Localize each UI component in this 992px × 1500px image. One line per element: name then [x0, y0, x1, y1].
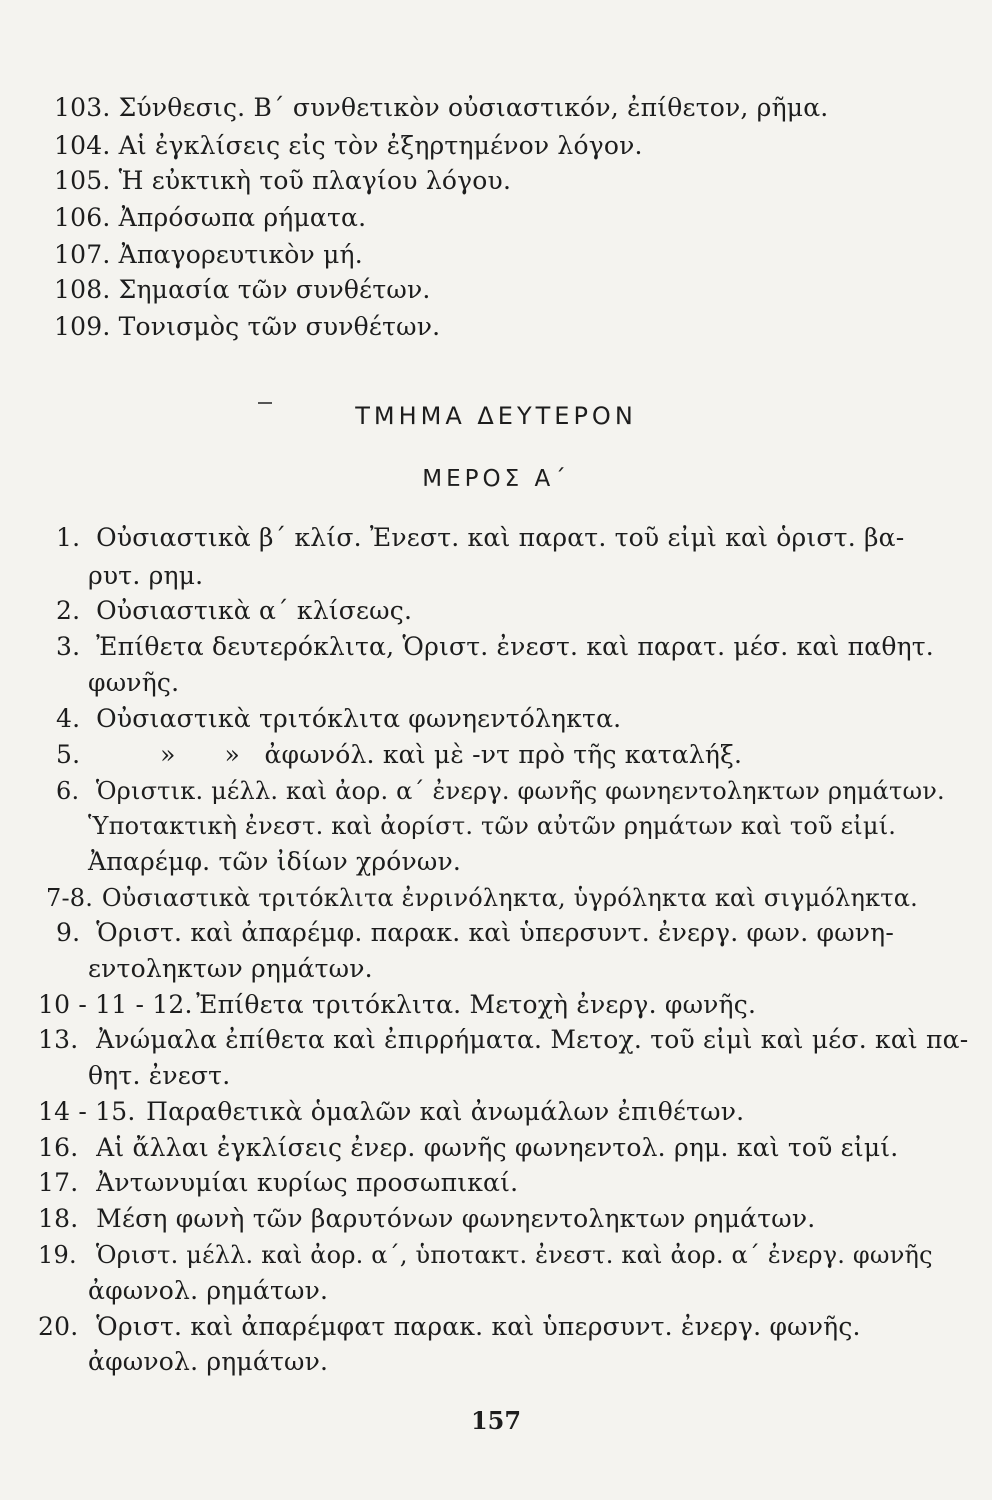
toc-item-108 [54, 275, 431, 305]
item-text: Ἀντωνυμίαι κυρίως προσωπικαί. [96, 1168, 519, 1197]
toc-item-105 [54, 166, 511, 196]
list-item [56, 632, 934, 662]
item-number: 16. [38, 1133, 79, 1162]
item-text: ἀφωνολ. ρημάτων. [88, 1276, 329, 1305]
list-item-continuation [88, 847, 461, 877]
list-item [56, 523, 904, 553]
item-text: Μέση φωνὴ τῶν βαρυτόνων φωνηεντοληκτων ρημάτων. [96, 1204, 816, 1233]
item-text: Σημασία τῶν συνθέτων. [118, 275, 431, 304]
item-text: Ὁριστικ. μέλλ. καὶ ἀορ. α΄ ἐνεργ. φωνῆς φωνηεντοληκτων ρημάτων. [95, 777, 945, 805]
item-number: 107. [54, 240, 111, 269]
list-item [56, 740, 742, 770]
item-text: Ἀπαγορευτικὸν μή. [118, 240, 363, 269]
part-title: ΜΕΡΟΣ Α΄ [422, 466, 570, 492]
list-item [38, 1097, 744, 1127]
list-item [38, 1168, 518, 1198]
item-text: Ἀνώμαλα ἐπίθετα καὶ ἐπιρρήματα. Μετοχ. τοῦ εἰμὶ καὶ μέσ. καὶ πα- [96, 1025, 969, 1054]
toc-item-109 [54, 312, 440, 342]
list-item [56, 918, 894, 948]
item-text: Ἀπρόσωπα ρήματα. [118, 203, 367, 232]
list-item-continuation [88, 954, 373, 984]
section-title: ΤΜΗΜΑ ΔΕΥΤΕΡΟΝ [355, 402, 637, 430]
item-text: Ἡ εὐκτικὴ τοῦ πλαγίου λόγου. [118, 166, 512, 195]
list-item [56, 776, 945, 806]
item-number: 7-8. [46, 884, 94, 912]
item-text: ρυτ. ρημ. [88, 561, 204, 590]
list-item-continuation [88, 1347, 328, 1377]
item-text: φωνῆς. [88, 668, 180, 697]
item-text: Ὁριστ. καὶ ἀπαρέμφ. παρακ. καὶ ὑπερσυντ. ἐνεργ. φων. φωνη- [96, 918, 894, 947]
item-number: 17. [38, 1168, 79, 1197]
item-text: Ὁριστ. καὶ ἀπαρέμφατ παρακ. καὶ ὑπερσυντ. ἐνεργ. φωνῆς. [96, 1312, 861, 1341]
item-number: 109. [54, 312, 111, 341]
item-number: 20. [38, 1312, 79, 1341]
list-item [38, 990, 756, 1020]
item-text: Οὐσιαστικὰ τριτόκλιτα ἐνρινόληκτα, ὑγρόληκτα καὶ σιγμόληκτα. [101, 884, 918, 912]
item-text: Ἐπίθετα τριτόκλιτα. Μετοχὴ ἐνεργ. φωνῆς. [196, 990, 757, 1019]
item-number: 10 - 11 - 12. [38, 990, 193, 1019]
item-text: Οὐσιαστικὰ β΄ κλίσ. Ἐνεστ. καὶ παρατ. τοῦ εἰμὶ καὶ ὁριστ. βα- [96, 523, 905, 552]
list-item [38, 1240, 933, 1270]
item-text: Οὐσιαστικὰ α΄ κλίσεως. [96, 596, 413, 625]
item-number: 1. [56, 523, 81, 552]
item-text: Αἱ ἐγκλίσεις εἰς τὸν ἐξηρτημένον λόγον. [118, 131, 643, 160]
item-text: Σύνθεσις. Β΄ συνθετικὸν οὐσιαστικόν, ἐπίθετον, ρῆμα. [118, 93, 829, 122]
item-text: Αἱ ἄλλαι ἐγκλίσεις ἐνερ. φωνῆς φωνηεντολ. ρημ. καὶ τοῦ εἰμί. [96, 1133, 899, 1162]
item-text: Οὐσιαστικὰ τριτόκλιτα φωνηεντόληκτα. [96, 704, 622, 733]
item-number: 18. [38, 1204, 79, 1233]
toc-item-104 [54, 131, 643, 161]
item-number: 4. [56, 704, 81, 733]
list-item [56, 704, 621, 734]
item-number: 106. [54, 203, 111, 232]
list-item-continuation [88, 1276, 328, 1306]
item-number: 3. [56, 632, 81, 661]
list-item [38, 1025, 968, 1055]
item-number: 105. [54, 166, 111, 195]
list-item-continuation [88, 561, 203, 591]
item-number: 103. [54, 93, 111, 122]
list-item [46, 883, 918, 913]
item-number: 5. [56, 740, 81, 769]
item-text: Παραθετικὰ ὁμαλῶν καὶ ἀνωμάλων ἐπιθέτων. [146, 1097, 745, 1126]
list-item [38, 1204, 815, 1234]
item-number: 19. [38, 1241, 77, 1269]
toc-item-107 [54, 240, 363, 270]
item-text: Ὁριστ. μέλλ. καὶ ἀορ. α΄, ὑποτακτ. ἐνεστ. καὶ ἀορ. α΄ ἐνεργ. φωνῆς [95, 1241, 933, 1269]
item-number: 2. [56, 596, 81, 625]
item-number: 108. [54, 275, 111, 304]
item-text: ἀφωνολ. ρημάτων. [88, 1347, 329, 1376]
item-number: 14 - 15. [38, 1097, 136, 1126]
list-item-continuation [88, 668, 179, 698]
item-number: 13. [38, 1025, 79, 1054]
item-number: 9. [56, 918, 81, 947]
toc-item-106 [54, 203, 366, 233]
item-text: Ὑποτακτικὴ ἐνεστ. καὶ ἀορίστ. τῶν αὐτῶν ρημάτων καὶ τοῦ εἰμί. [88, 812, 897, 840]
list-item-continuation [88, 1061, 230, 1091]
list-item [56, 596, 412, 626]
toc-item-103 [54, 93, 828, 123]
list-item-continuation [88, 811, 896, 841]
page-number: 157 [470, 1406, 522, 1435]
item-text: » » ἀφωνόλ. καὶ μὲ -ντ πρὸ τῆς καταλήξ. [160, 740, 743, 769]
list-item [38, 1312, 861, 1342]
item-text: Ἀπαρέμφ. τῶν ἰδίων χρόνων. [88, 847, 462, 876]
list-item [38, 1133, 898, 1163]
item-text: Ἐπίθετα δευτερόκλιτα, Ὁριστ. ἐνεστ. καὶ παρατ. μέσ. καὶ παθητ. [96, 632, 934, 661]
item-number: 104. [54, 131, 111, 160]
item-text: εντοληκτων ρημάτων. [88, 954, 373, 983]
item-number: 6. [56, 777, 80, 805]
item-text: Τονισμὸς τῶν συνθέτων. [118, 312, 441, 341]
item-text: θητ. ἐνεστ. [88, 1061, 231, 1090]
